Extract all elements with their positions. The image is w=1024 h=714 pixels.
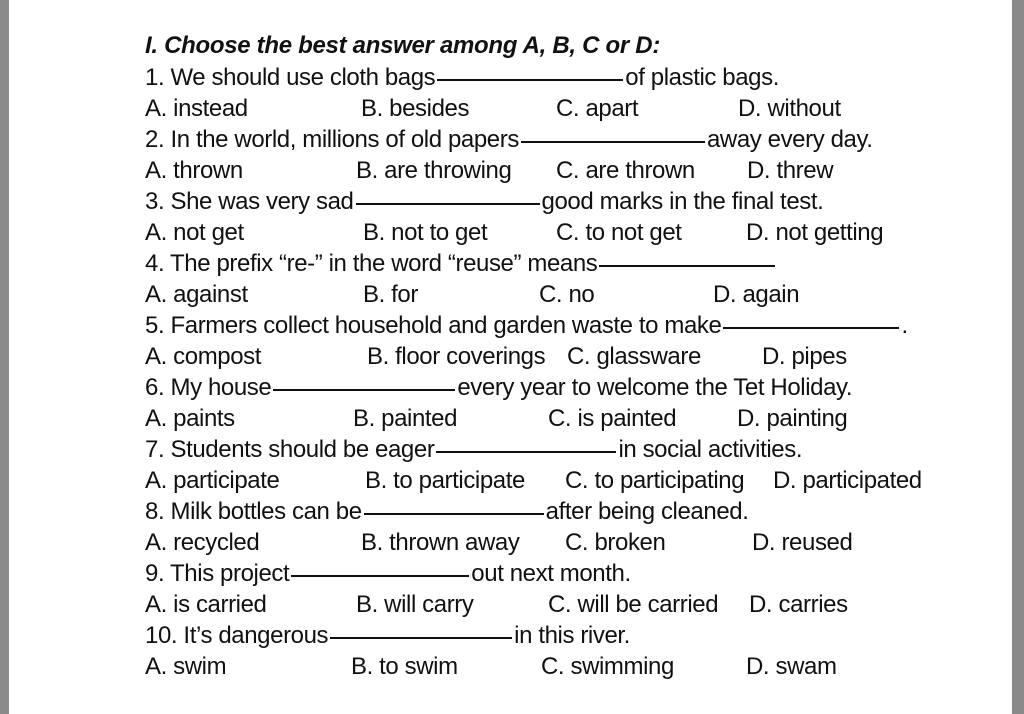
option-b[interactable]: B. floor coverings xyxy=(367,343,546,370)
option-c[interactable]: C. is painted xyxy=(548,405,677,432)
question-text-end: . xyxy=(901,312,908,339)
option-a[interactable]: A. recycled xyxy=(145,529,260,556)
option-d[interactable]: D. not getting xyxy=(746,219,884,246)
option-a[interactable]: A. swim xyxy=(145,653,227,680)
option-d[interactable]: D. without xyxy=(738,95,841,122)
option-c[interactable]: C. to not get xyxy=(556,219,682,246)
options-9 xyxy=(145,589,975,620)
question-3 xyxy=(145,186,975,217)
option-d[interactable]: D. swam xyxy=(746,653,837,680)
worksheet xyxy=(145,30,975,682)
question-text: 4. The prefix “re-” in the word “reuse” means xyxy=(145,250,598,277)
left-frame-border xyxy=(0,0,9,714)
option-a[interactable]: A. thrown xyxy=(145,157,243,184)
option-d[interactable]: D. again xyxy=(713,281,800,308)
question-text: 2. In the world, millions of old papers xyxy=(145,126,519,153)
question-1 xyxy=(145,62,975,93)
option-a[interactable]: A. paints xyxy=(145,405,235,432)
option-c[interactable]: C. broken xyxy=(565,529,666,556)
option-d[interactable]: D. painting xyxy=(737,405,848,432)
answer-blank xyxy=(356,203,540,205)
option-b[interactable]: B. besides xyxy=(361,95,470,122)
option-a[interactable]: A. against xyxy=(145,281,248,308)
answer-blank xyxy=(723,327,899,329)
question-text: 7. Students should be eager xyxy=(145,436,435,463)
options-8 xyxy=(145,527,975,558)
question-text-end: good marks in the final test. xyxy=(541,188,824,215)
option-b[interactable]: B. to swim xyxy=(351,653,458,680)
question-8 xyxy=(145,496,975,527)
option-c[interactable]: C. swimming xyxy=(541,653,674,680)
option-d[interactable]: D. reused xyxy=(752,529,853,556)
question-4 xyxy=(145,248,975,279)
question-10 xyxy=(145,620,975,651)
options-7 xyxy=(145,465,975,496)
answer-blank xyxy=(291,575,469,577)
answer-blank xyxy=(599,265,775,267)
options-6 xyxy=(145,403,975,434)
answer-blank xyxy=(521,141,705,143)
option-b[interactable]: B. for xyxy=(363,281,418,308)
question-text: 10. It’s dangerous xyxy=(145,622,329,649)
question-text: 9. This project xyxy=(145,560,290,587)
question-text: 3. She was very sad xyxy=(145,188,354,215)
options-5 xyxy=(145,341,975,372)
question-text-end: in social activities. xyxy=(618,436,803,463)
option-d[interactable]: D. carries xyxy=(749,591,848,618)
option-b[interactable]: B. painted xyxy=(353,405,458,432)
answer-blank xyxy=(273,389,455,391)
question-text: 5. Farmers collect household and garden waste to make xyxy=(145,312,722,339)
question-text-end: of plastic bags. xyxy=(625,64,779,91)
options-4 xyxy=(145,279,975,310)
option-d[interactable]: D. participated xyxy=(773,467,922,494)
answer-blank xyxy=(436,451,616,453)
option-a[interactable]: A. is carried xyxy=(145,591,267,618)
option-a[interactable]: A. instead xyxy=(145,95,248,122)
question-7 xyxy=(145,434,975,465)
question-text-end: every year to welcome the Tet Holiday. xyxy=(457,374,853,401)
options-1 xyxy=(145,93,975,124)
option-a[interactable]: A. participate xyxy=(145,467,280,494)
option-c[interactable]: C. glassware xyxy=(567,343,701,370)
option-c[interactable]: C. will be carried xyxy=(548,591,719,618)
question-text-end: in this river. xyxy=(514,622,630,649)
option-b[interactable]: B. not to get xyxy=(363,219,488,246)
options-10 xyxy=(145,651,975,682)
option-c[interactable]: C. apart xyxy=(556,95,639,122)
question-5 xyxy=(145,310,975,341)
option-b[interactable]: B. to participate xyxy=(365,467,525,494)
question-6 xyxy=(145,372,975,403)
right-frame-border xyxy=(1012,0,1024,714)
question-text-end: out next month. xyxy=(471,560,631,587)
option-b[interactable]: B. will carry xyxy=(356,591,474,618)
question-2 xyxy=(145,124,975,155)
question-9 xyxy=(145,558,975,589)
option-c[interactable]: C. are thrown xyxy=(556,157,695,184)
answer-blank xyxy=(330,637,512,639)
question-text: 8. Milk bottles can be xyxy=(145,498,362,525)
question-text-end: away every day. xyxy=(706,126,873,153)
option-c[interactable]: C. no xyxy=(539,281,595,308)
options-3 xyxy=(145,217,975,248)
option-a[interactable]: A. not get xyxy=(145,219,244,246)
option-b[interactable]: B. are throwing xyxy=(356,157,512,184)
option-d[interactable]: D. pipes xyxy=(762,343,847,370)
question-text-end: after being cleaned. xyxy=(545,498,749,525)
option-b[interactable]: B. thrown away xyxy=(361,529,520,556)
answer-blank xyxy=(437,79,623,81)
option-c[interactable]: C. to participating xyxy=(565,467,745,494)
option-d[interactable]: D. threw xyxy=(747,157,834,184)
question-text: 6. My house xyxy=(145,374,272,401)
exercise-title: I. Choose the best answer among A, B, C or D: xyxy=(145,32,661,59)
question-text: 1. We should use cloth bags xyxy=(145,64,436,91)
option-a[interactable]: A. compost xyxy=(145,343,262,370)
answer-blank xyxy=(364,513,544,515)
options-2 xyxy=(145,155,975,186)
